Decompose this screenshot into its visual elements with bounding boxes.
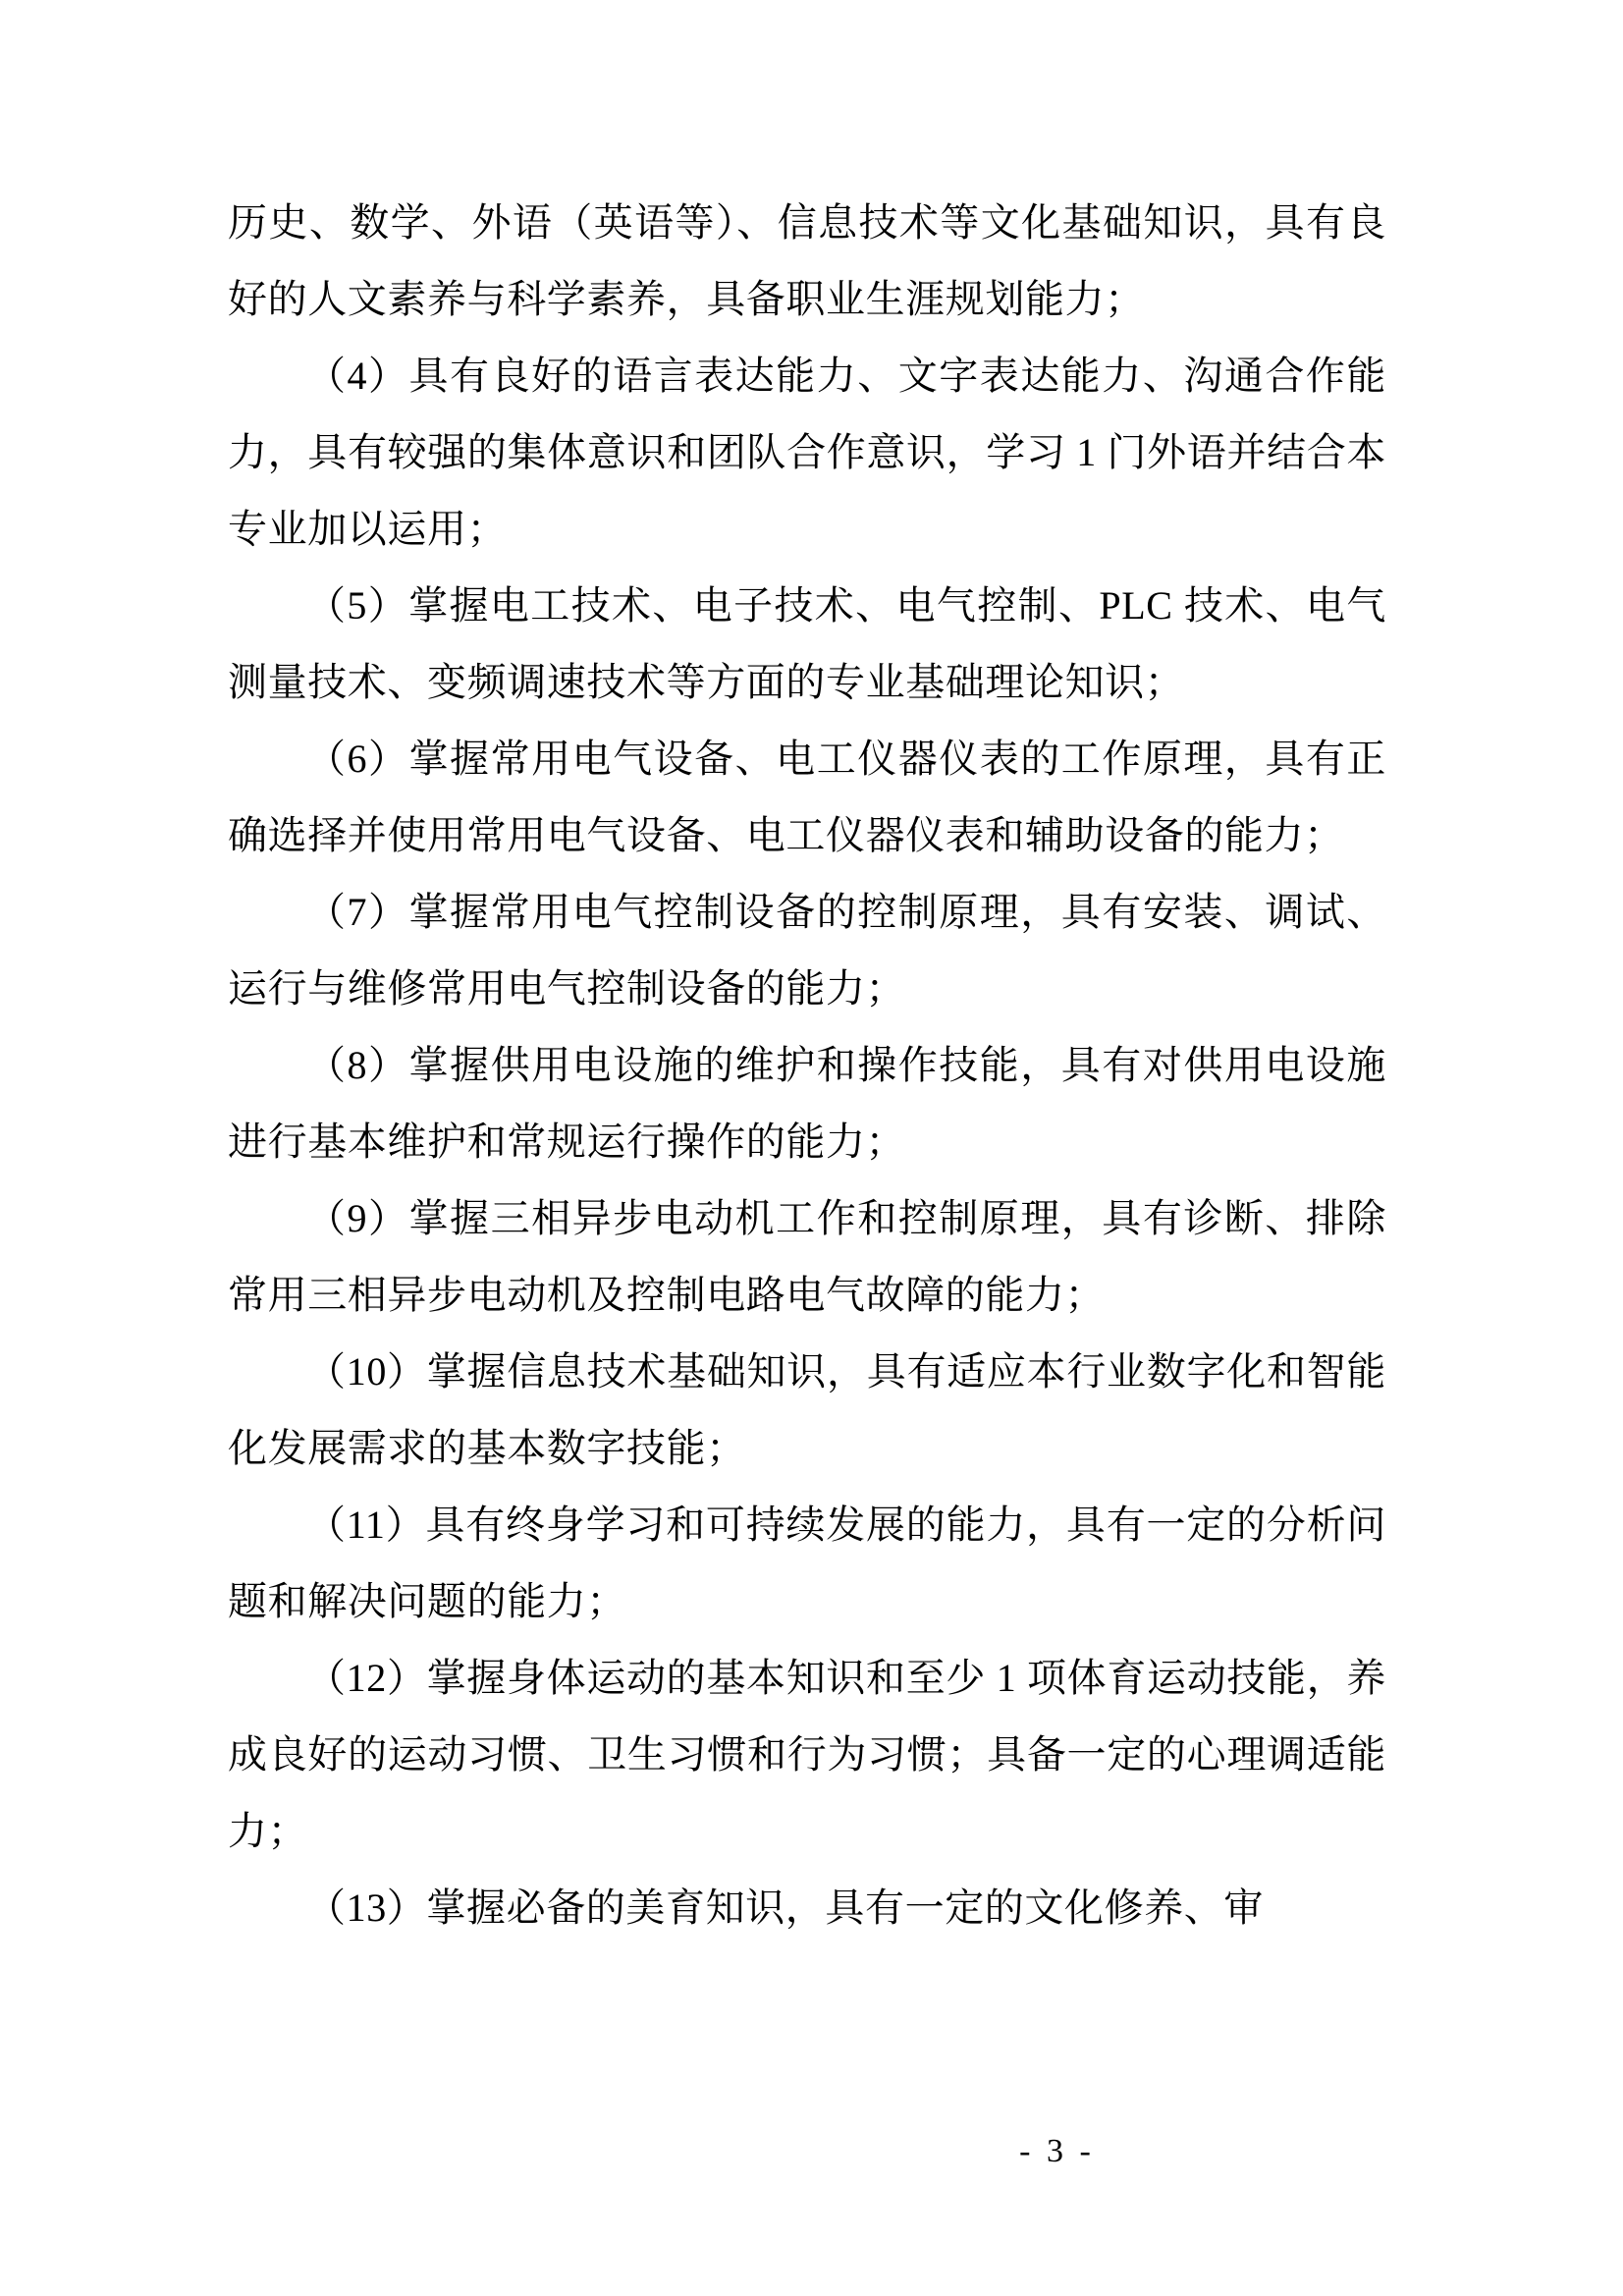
document-body bbox=[228, 185, 1386, 1946]
paragraph-item-13: （13）掌握必备的美育知识，具有一定的文化修养、审 bbox=[306, 1886, 1264, 1930]
paragraph-item-4: （4）具有良好的语言表达能力、文字表达能力、沟通合作能力，具有较强的集体意识和团队合作意识，学习 1 门外语并结合本专业加以运用； bbox=[228, 354, 1386, 551]
paragraph-item-9: （9）掌握三相异步电动机工作和控制原理，具有诊断、排除常用三相异步电动机及控制电路电气故障的能力； bbox=[228, 1196, 1386, 1317]
paragraph-item-8: （8）掌握供用电设施的维护和操作技能，具有对供用电设施进行基本维护和常规运行操作的能力； bbox=[228, 1043, 1386, 1164]
paragraph-item-11: （11）具有终身学习和可持续发展的能力，具有一定的分析问题和解决问题的能力； bbox=[228, 1503, 1386, 1623]
paragraph-item-10: （10）掌握信息技术基础知识，具有适应本行业数字化和智能化发展需求的基本数字技能； bbox=[228, 1349, 1386, 1470]
paragraph-item-6: （6）掌握常用电气设备、电工仪器仪表的工作原理，具有正确选择并使用常用电气设备、电工仪器仪表和辅助设备的能力； bbox=[228, 737, 1386, 857]
paragraph-continued: 历史、数学、外语（英语等）、信息技术等文化基础知识，具有良好的人文素养与科学素养，具备职业生涯规划能力； bbox=[228, 200, 1386, 321]
paragraph-item-5: （5）掌握电工技术、电子技术、电气控制、PLC 技术、电气测量技术、变频调速技术等方面的专业基础理论知识； bbox=[228, 583, 1386, 704]
page-footer bbox=[0, 2133, 1623, 2170]
page-number: - 3 - bbox=[1019, 2133, 1095, 2169]
paragraph-item-12: （12）掌握身体运动的基本知识和至少 1 项体育运动技能，养成良好的运动习惯、卫生习惯和行为习惯；具备一定的心理调适能力； bbox=[228, 1656, 1386, 1853]
paragraph-item-7: （7）掌握常用电气控制设备的控制原理，具有安装、调试、运行与维修常用电气控制设备的能力； bbox=[228, 890, 1386, 1011]
